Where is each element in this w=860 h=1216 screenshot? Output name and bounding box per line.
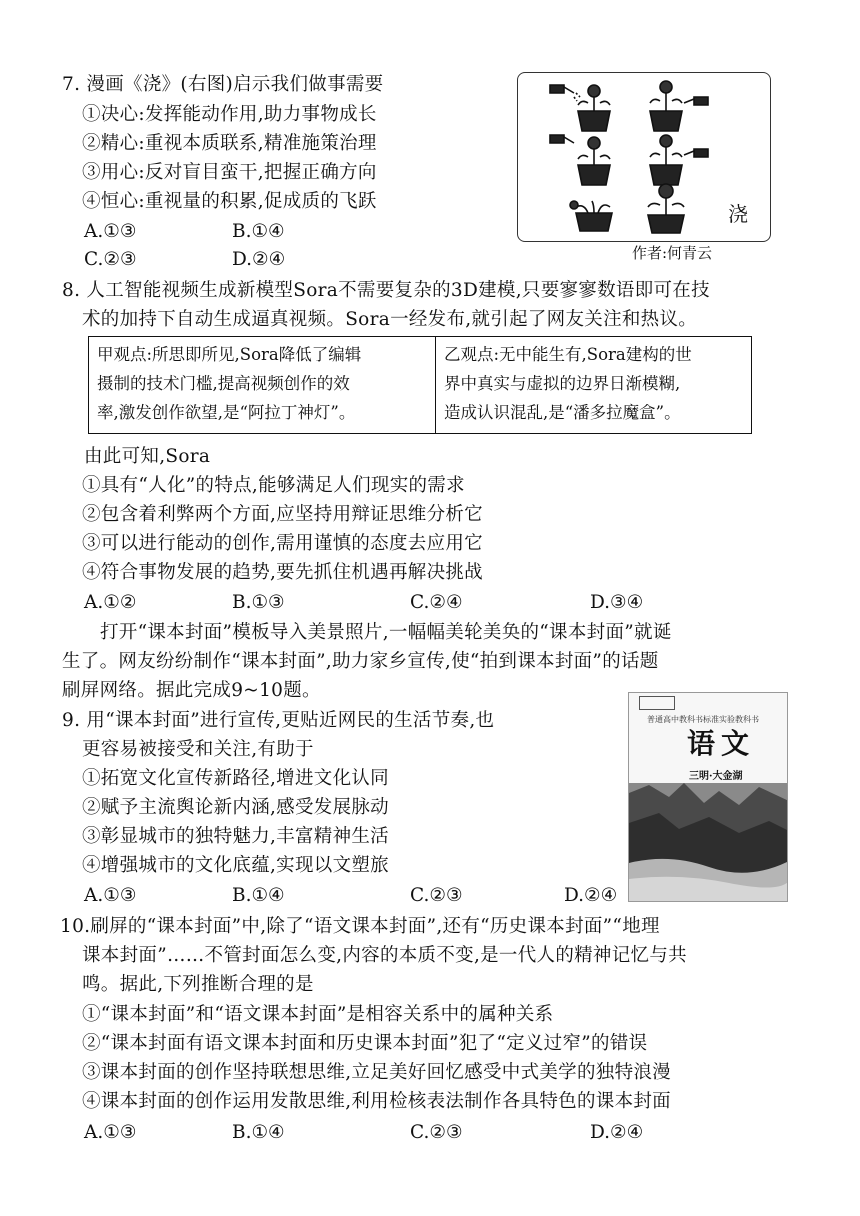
q7-item-4: ④恒心:重视量的积累,促成质的飞跃 [82, 191, 377, 212]
q10-stem-line-3: 鸣。据此,下列推断合理的是 [82, 974, 314, 995]
q10-item-1: ①“课本封面”和“语文课本封面”是相容关系中的属种关系 [82, 1004, 554, 1025]
book-series: 普通高中教科书标准实验教科书 [647, 715, 759, 724]
cartoon-figure [517, 72, 771, 242]
q9-stem-line-2: 更容易被接受和关注,有助于 [82, 739, 314, 760]
q10-option-a[interactable]: A.①③ [84, 1122, 137, 1143]
q7-item-2: ②精心:重视本质联系,精准施策治理 [82, 133, 377, 154]
q10-item-3: ③课本封面的创作坚持联想思维,立足美好回忆感受中式美学的独特浪漫 [82, 1062, 671, 1083]
book-title: 语文 [687, 727, 756, 760]
q8-option-b[interactable]: B.①③ [232, 592, 285, 613]
q9-option-a[interactable]: A.①③ [84, 885, 137, 906]
q10-option-b[interactable]: B.①④ [232, 1122, 285, 1143]
viewpoint-b-line-1: 乙观点:无中能生有,Sora建构的世 [444, 345, 692, 364]
cartoon-label: 浇 [728, 202, 748, 226]
q8-stem-line-1: 8. 人工智能视频生成新模型Sora不需要复杂的3D建模,只要寥寥数语即可在技 [62, 280, 710, 301]
q10-option-c[interactable]: C.②③ [410, 1122, 463, 1143]
q8-item-4: ④符合事物发展的趋势,要先抓住机遇再解决挑战 [82, 562, 483, 583]
q7-item-1: ①决心:发挥能动作用,助力事物成长 [82, 104, 377, 125]
viewpoint-a-line-3: 率,激发创作欲望,是“阿拉丁神灯”。 [97, 403, 356, 422]
q8-option-d[interactable]: D.③④ [590, 592, 644, 613]
viewpoint-a-line-1: 甲观点:所思即所见,Sora降低了编辑 [97, 345, 362, 364]
viewpoint-b [436, 337, 751, 433]
q7-option-c[interactable]: C.②③ [84, 249, 137, 270]
q7-item-3: ③用心:反对盲目蛮干,把握正确方向 [82, 162, 377, 183]
q8-stem-line-2: 术的加持下自动生成逼真视频。Sora一经发布,就引起了网友关注和热议。 [82, 309, 698, 330]
q9-option-c[interactable]: C.②③ [410, 885, 463, 906]
material-line-3: 刷屏网络。据此完成9~10题。 [62, 680, 321, 701]
q7-stem: 7. 漫画《浇》(右图)启示我们做事需要 [62, 74, 384, 95]
q10-stem-line-1: 10.刷屏的“课本封面”中,除了“语文课本封面”,还有“历史课本封面”“地理 [60, 916, 660, 937]
q9-option-d[interactable]: D.②④ [564, 885, 618, 906]
material-line-2: 生了。网友纷纷制作“课本封面”,助力家乡宣传,使“拍到课本封面”的话题 [62, 651, 659, 672]
q8-option-c[interactable]: C.②④ [410, 592, 463, 613]
viewpoint-b-line-3: 造成认识混乱,是“潘多拉魔盒”。 [444, 403, 681, 422]
q8-item-2: ②包含着利弊两个方面,应坚持用辩证思维分析它 [82, 504, 483, 525]
q9-option-b[interactable]: B.①④ [232, 885, 285, 906]
q7-option-b[interactable]: B.①④ [232, 221, 285, 242]
q9-item-2: ②赋予主流舆论新内涵,感受发展脉动 [82, 797, 389, 818]
q9-item-4: ④增强城市的文化底蕴,实现以文塑旅 [82, 855, 389, 876]
q9-stem-line-1: 9. 用“课本封面”进行宣传,更贴近网民的生活节奏,也 [62, 710, 495, 731]
textbook-cover-image [628, 692, 788, 902]
viewpoint-a [89, 337, 436, 433]
q7-option-d[interactable]: D.②④ [232, 249, 286, 270]
cartoon-author: 作者:何青云 [632, 244, 713, 262]
viewpoint-table [88, 336, 752, 434]
book-landscape-photo [629, 783, 788, 902]
q10-stem-line-2: 课本封面”……不管封面怎么变,内容的本质不变,是一代人的精神记忆与共 [82, 945, 687, 966]
q8-lead: 由此可知,Sora [84, 446, 211, 467]
q10-item-2: ②“课本封面有语文课本封面和历史课本封面”犯了“定义过窄”的错误 [82, 1033, 648, 1054]
q8-item-3: ③可以进行能动的创作,需用谨慎的态度去应用它 [82, 533, 483, 554]
q10-option-d[interactable]: D.②④ [590, 1122, 644, 1143]
q9-item-3: ③彰显城市的独特魅力,丰富精神生活 [82, 826, 389, 847]
q10-item-4: ④课本封面的创作运用发散思维,利用检核表法制作各具特色的课本封面 [82, 1091, 671, 1112]
viewpoint-b-line-2: 界中真实与虚拟的边界日渐模糊, [444, 374, 681, 393]
q8-option-a[interactable]: A.①② [84, 592, 137, 613]
book-badge [639, 696, 675, 710]
material-line-1: 打开“课本封面”模板导入美景照片,一幅幅美轮美奂的“课本封面”就诞 [100, 622, 672, 643]
q8-item-1: ①具有“人化”的特点,能够满足人们现实的需求 [82, 475, 465, 496]
viewpoint-a-line-2: 摄制的技术门槛,提高视频创作的效 [97, 374, 350, 393]
q9-item-1: ①拓宽文化宣传新路径,增进文化认同 [82, 768, 389, 789]
book-place: 三明·大金湖 [689, 771, 743, 782]
q7-option-a[interactable]: A.①③ [84, 221, 137, 242]
